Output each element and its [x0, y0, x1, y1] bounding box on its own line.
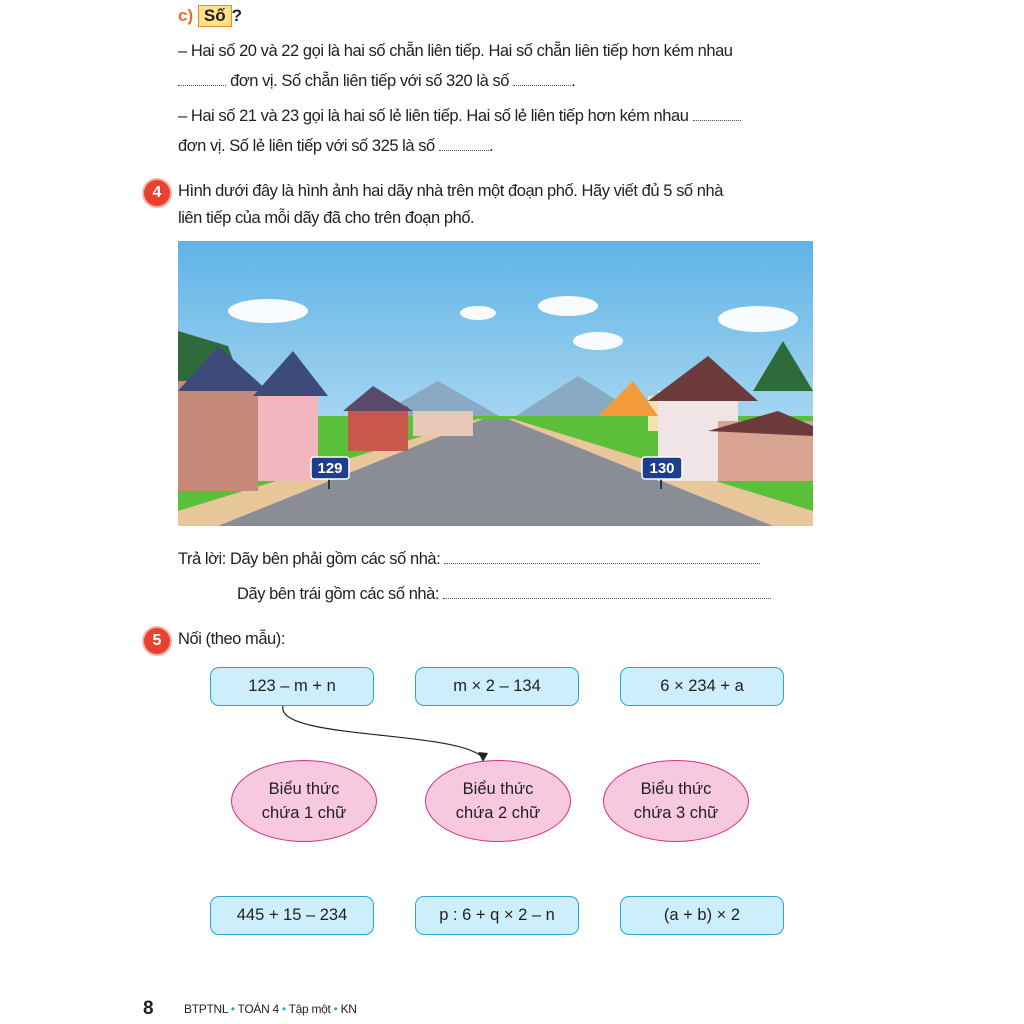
text: KN: [340, 1002, 357, 1016]
answer-line: [237, 585, 771, 604]
expression-box[interactable]: m × 2 – 134: [415, 667, 579, 706]
blank[interactable]: [693, 108, 741, 121]
so-box: Số: [198, 5, 232, 27]
blank[interactable]: [439, 138, 489, 151]
text: TOÁN 4: [237, 1002, 279, 1016]
text-line: [178, 107, 741, 126]
category-ellipse[interactable]: [425, 760, 571, 842]
text: đơn vị. Số lẻ liên tiếp với số 325 là số: [178, 137, 435, 155]
expression-box[interactable]: p : 6 + q × 2 – n: [415, 896, 579, 935]
part-c-heading: [178, 5, 242, 27]
footer-text: BTPTNL • TOÁN 4 • Tập một • KN: [184, 1002, 357, 1016]
expression-box[interactable]: 6 × 234 + a: [620, 667, 784, 706]
text: – Hai số 21 và 23 gọi là hai số lẻ liên tiếp. Hai số lẻ liên tiếp hơn kém nhau: [178, 107, 689, 125]
expression-box[interactable]: 123 – m + n: [210, 667, 374, 706]
street-illustration: [178, 241, 813, 526]
text: .: [488, 137, 494, 155]
expression-box[interactable]: 445 + 15 – 234: [210, 896, 374, 935]
category-ellipse[interactable]: [603, 760, 749, 842]
text: Dãy bên trái gồm các số nhà:: [237, 585, 440, 603]
text: Biểu thức: [640, 780, 712, 798]
text: Biểu thức: [268, 780, 340, 798]
text: BTPTNL: [184, 1002, 228, 1016]
exercise-number: 4: [144, 180, 170, 206]
text-line: [178, 137, 493, 156]
text: Biểu thức: [462, 780, 534, 798]
text: chứa 1 chữ: [261, 804, 347, 822]
house-number-sign-left: 129: [317, 460, 343, 477]
expression-box[interactable]: (a + b) × 2: [620, 896, 784, 935]
blank[interactable]: [513, 73, 571, 86]
text: đơn vị. Số chẵn liên tiếp với số 320 là số: [230, 72, 509, 90]
question-mark: ?: [231, 6, 242, 25]
page-number: 8: [143, 998, 154, 1019]
text: .: [571, 72, 576, 90]
text: Tập một: [288, 1002, 331, 1016]
text-line: – Hai số 20 và 22 gọi là hai số chẵn liên tiếp. Hai số chẵn liên tiếp hơn kém nhau: [178, 42, 733, 60]
part-label: c): [178, 6, 194, 25]
text: Trả lời: Dãy bên phải gồm các số nhà:: [178, 550, 441, 568]
ex5-title: Nối (theo mẫu):: [178, 630, 285, 648]
ex4-text: Hình dưới đây là hình ảnh hai dãy nhà trên một đoạn phố. Hãy viết đủ 5 số nhà: [178, 182, 723, 200]
category-ellipse[interactable]: [231, 760, 377, 842]
answer-blank-left[interactable]: [443, 586, 771, 599]
blank[interactable]: [178, 73, 226, 86]
answer-line: [178, 550, 760, 569]
exercise-number: 5: [144, 628, 170, 654]
text: chứa 2 chữ: [455, 804, 541, 822]
ex4-text: liên tiếp của mỗi dãy đã cho trên đoạn phố.: [178, 209, 475, 227]
text-line: [178, 72, 575, 91]
text: chứa 3 chữ: [633, 804, 719, 822]
house-number-sign-right: 130: [649, 460, 675, 477]
answer-blank-right[interactable]: [444, 551, 760, 564]
